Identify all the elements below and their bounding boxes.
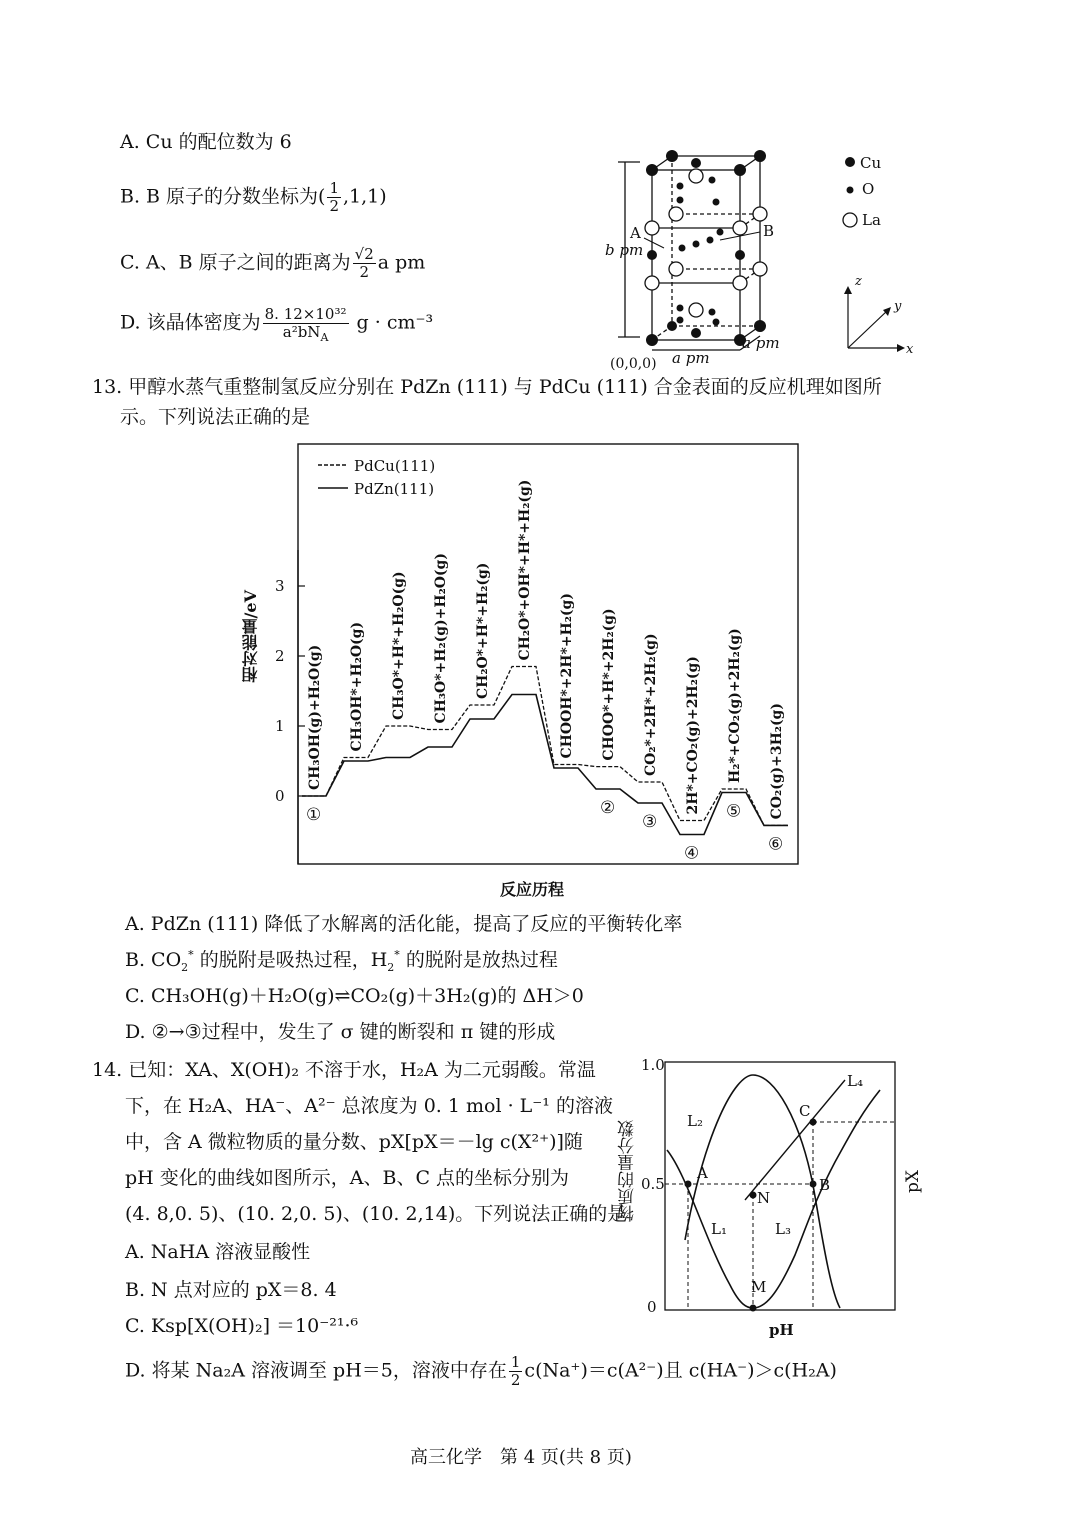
ytick-1: 1.0	[641, 1056, 665, 1074]
curve-l1	[667, 1150, 753, 1308]
q14-stem-line4: pH 变化的曲线如图所示，A、B、C 点的坐标分别为	[125, 1167, 570, 1189]
legend-cu-marker	[845, 157, 855, 167]
q12-option-d: D. 该晶体密度为 $\frac{\text{8. 12×10³²}}{a^2bN_A}$ g · cm⁻³	[120, 305, 434, 344]
q12-option-a: A. Cu 的配位数为 6	[120, 131, 292, 153]
state-label: H₂*+CO₂(g)+2H₂(g)	[727, 628, 743, 783]
q13-stem-line2: 示。下列说法正确的是	[120, 406, 311, 428]
label-l1: L₁	[711, 1220, 727, 1238]
q14-stem-line2: 下，在 H₂A、HA⁻、A²⁻ 总浓度为 0. 1 mol · L⁻¹ 的溶液	[125, 1095, 613, 1117]
distribution-chart	[635, 1050, 935, 1345]
q13-option-c: C. CH₃OH(g)＋H₂O(g)⇌CO₂(g)＋3H₂(g)的 ΔH＞0	[125, 985, 584, 1007]
axis-y-label: y	[894, 299, 902, 314]
q14-option-c: C. Ksp[X(OH)₂] ＝10⁻²¹·⁶	[125, 1315, 359, 1337]
state-marker: ④	[684, 843, 700, 864]
point-b	[810, 1181, 817, 1188]
ytick-0: 0	[647, 1298, 657, 1316]
q14-option-b: B. N 点对应的 pX＝8. 4	[125, 1279, 337, 1301]
state-label: CO₂(g)+3H₂(g)	[769, 703, 785, 820]
state-marker: ③	[642, 812, 658, 832]
legend-la: La	[862, 211, 881, 229]
state-label: CH₃OH*+H₂O(g)	[349, 621, 365, 752]
label-a: A	[697, 1164, 708, 1182]
dist-x-axis-label: pH	[769, 1321, 794, 1339]
legend-pdzn: PdZn(111)	[354, 480, 435, 498]
label-l4: L₄	[847, 1072, 863, 1090]
legend-la-marker	[843, 213, 857, 227]
dist-right-axis-label: pX	[903, 1170, 923, 1193]
label-m: M	[751, 1278, 767, 1296]
crystal-label-b-pm: b pm	[605, 241, 644, 259]
state-marker: ⑤	[726, 801, 742, 822]
axis-z-label: z	[855, 274, 862, 289]
label-l3: L₃	[775, 1220, 791, 1238]
q12-option-b: B. B 原子的分数坐标为( $\frac{1}{2}$ ,1,1)	[120, 179, 387, 215]
state-marker: ①	[306, 805, 322, 825]
series-line-pdcu	[302, 667, 788, 826]
axis-x-label: x	[906, 342, 914, 357]
q13-stem-line1: 13. 甲醇水蒸气重整制氢反应分别在 PdZn (111) 与 PdCu (111) 合金表面的反应机理如图所	[92, 376, 882, 398]
q14-option-a: A. NaHA 溶液显酸性	[125, 1241, 311, 1263]
q14-stem-line1: 14. 已知：XA、X(OH)₂ 不溶于水，H₂A 为二元弱酸。常温	[92, 1059, 596, 1081]
state-label: CHOO*+H*+2H₂(g)	[601, 608, 617, 761]
page-footer: 高三化学 第 4 页(共 8 页)	[410, 1447, 632, 1468]
point-n	[750, 1192, 757, 1199]
q13-option-a: A. PdZn (111) 降低了水解离的活化能，提高了反应的平衡转化率	[125, 913, 683, 935]
y-tick-label: 0	[275, 787, 285, 805]
y-tick-label: 3	[275, 577, 285, 595]
q14-stem-line3: 中，含 A 微粒物质的量分数、pX[pX＝－lg c(X²⁺)]随	[125, 1131, 583, 1153]
energy-profile-chart	[230, 440, 810, 910]
state-label: CH₂O*+H*+H₂(g)	[475, 562, 491, 699]
state-marker: ⑥	[768, 834, 784, 855]
label-c: C	[799, 1102, 811, 1120]
label-n: N	[757, 1189, 771, 1207]
x-axis-label: 反应历程	[500, 880, 565, 899]
state-label: CH₃O*+H*+H₂O(g)	[391, 571, 407, 720]
crystal-label-a-pm-2: a pm	[742, 334, 780, 352]
q12-option-c: C. A、B 原子之间的距离为 $\frac{√2}{2}$ a pm	[120, 245, 426, 281]
q14-stem-line5: (4. 8,0. 5)、(10. 2,0. 5)、(10. 2,14)。下列说法正确的是	[125, 1203, 627, 1225]
q13-option-b: B. $CO_2^*$ 的脱附是吸热过程，$H_2^*$ 的脱附是放热过程	[125, 948, 558, 974]
state-label: CH₃OH(g)+H₂O(g)	[307, 644, 323, 790]
legend-o: O	[862, 180, 875, 198]
dist-y-axis-label: 物质的量分数	[618, 1120, 638, 1222]
crystal-structure-figure	[600, 140, 930, 375]
chart-frame	[298, 444, 798, 864]
q14-option-d: D. 将某 Na₂A 溶液调至 pH＝5，溶液中存在 $\frac{1}{2}$ c(Na⁺)＝c(A²⁻)且 c(HA⁻)＞c(H₂A)	[125, 1353, 837, 1389]
crystal-label-a-pm-1: a pm	[672, 349, 710, 367]
energy-y-axis-label: 相对能量/eV	[241, 590, 260, 683]
state-label: CHOOH*+2H*+H₂(g)	[559, 593, 575, 759]
ytick-05: 0.5	[641, 1175, 665, 1193]
point-c	[810, 1119, 817, 1126]
state-marker: ②	[600, 798, 616, 818]
state-label: 2H*+CO₂(g)+2H₂(g)	[685, 656, 701, 815]
y-tick-label: 1	[275, 717, 285, 735]
legend-o-marker	[847, 187, 854, 194]
crystal-label-a: A	[630, 224, 641, 242]
curve-l3	[753, 1090, 880, 1308]
label-b: B	[819, 1176, 831, 1194]
legend-cu: Cu	[860, 154, 882, 172]
state-label: CH₃O*+H₂(g)+H₂O(g)	[433, 553, 449, 724]
point-m	[750, 1305, 757, 1312]
label-l2: L₂	[687, 1112, 703, 1130]
state-label: CO₂*+2H*+2H₂(g)	[643, 633, 659, 776]
crystal-label-b: B	[763, 222, 775, 240]
state-label: CH₂O*+OH*+H*+H₂(g)	[517, 479, 533, 661]
crystal-origin-label: (0,0,0)	[610, 356, 657, 372]
dist-chart-frame	[665, 1062, 895, 1310]
point-a	[685, 1181, 692, 1188]
q13-option-d: D. ②→③过程中，发生了 σ 键的断裂和 π 键的形成	[125, 1021, 556, 1043]
y-tick-label: 2	[275, 647, 285, 665]
legend-pdcu: PdCu(111)	[354, 457, 436, 475]
